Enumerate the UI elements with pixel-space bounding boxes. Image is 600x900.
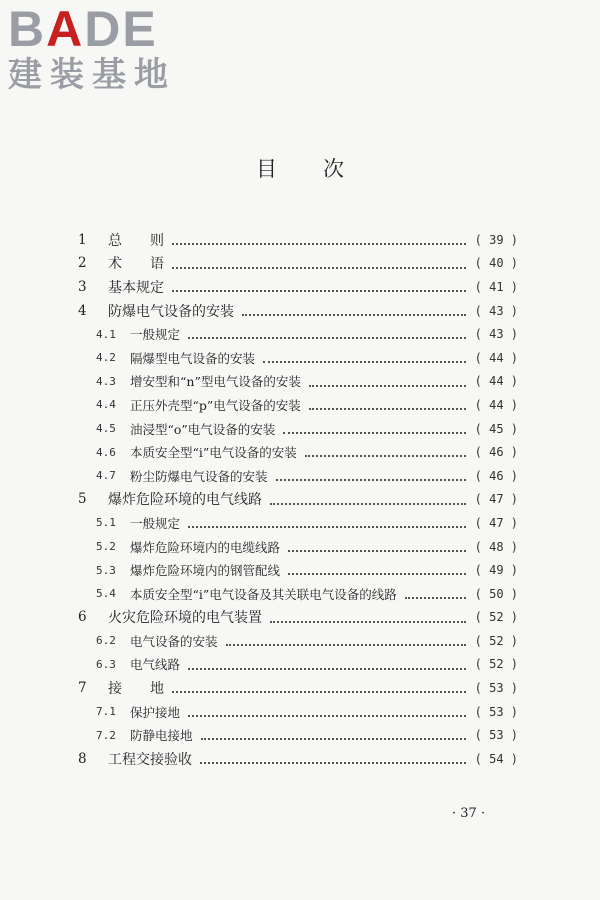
toc-section-row [78,440,518,464]
toc-entry-page: ( 50 ) [474,586,518,601]
dot-leader [242,312,466,316]
toc-entry-title: 隔爆型电气设备的安装 [130,350,256,366]
toc-chapter-row [78,488,518,512]
toc-entry-page: ( 47 ) [474,492,518,507]
dot-leader [305,453,466,457]
toc-entry-title: 接 地 [108,681,164,698]
toc-entry-number: 1 [78,231,87,248]
dot-leader [288,571,466,575]
toc-section-row [78,700,518,724]
toc-chapter-row [78,606,518,630]
toc-chapter-row [78,299,518,323]
toc-entry-page: ( 43 ) [474,303,518,318]
toc-entry-number: 4.4 [96,398,116,412]
toc-section-row [78,346,518,370]
toc-entry-title: 一般规定 [130,327,181,343]
table-of-contents [78,228,518,771]
dot-leader [200,760,466,764]
toc-entry-page: ( 46 ) [474,445,518,460]
dot-leader [172,689,466,693]
toc-section-row [78,417,518,441]
dot-leader [172,241,466,245]
toc-entry-title: 防爆电气设备的安装 [108,303,234,320]
toc-entry-title: 火灾危险环境的电气装置 [108,610,262,627]
toc-entry-title: 总 则 [108,232,164,249]
toc-entry-title: 正压外壳型“p”电气设备的安装 [130,397,301,413]
toc-entry-title: 爆炸危险环境内的电缆线路 [130,539,281,555]
toc-section-row [78,629,518,653]
toc-section-row [78,582,518,606]
toc-entry-number: 3 [78,278,87,295]
dot-leader [288,548,466,552]
toc-section-row [78,464,518,488]
toc-entry-number: 7.1 [96,705,116,719]
dot-leader [188,524,466,528]
toc-entry-page: ( 52 ) [474,657,518,672]
toc-section-row [78,393,518,417]
toc-entry-number: 5.4 [96,587,116,601]
toc-entry-number: 4.5 [96,422,116,436]
logo-wordmark: BADE [8,1,158,57]
toc-entry-number: 5.3 [96,563,116,577]
dot-leader [309,406,466,410]
toc-chapter-row [78,676,518,700]
toc-entry-title: 一般规定 [130,515,181,531]
toc-chapter-row [78,252,518,276]
toc-entry-number: 6.3 [96,657,116,671]
toc-entry-page: ( 44 ) [474,350,518,365]
toc-entry-page: ( 40 ) [474,256,518,271]
toc-entry-title: 基本规定 [108,279,164,296]
toc-entry-title: 保护接地 [130,704,181,720]
dot-leader [188,666,466,670]
dot-leader [188,713,466,717]
toc-section-row [78,723,518,747]
dot-leader [270,619,466,623]
toc-entry-page: ( 45 ) [474,421,518,436]
toc-entry-page: ( 41 ) [474,279,518,294]
dot-leader [309,383,466,387]
dot-leader [172,265,466,269]
toc-entry-number: 8 [78,750,87,767]
toc-entry-page: ( 49 ) [474,563,518,578]
toc-entry-page: ( 53 ) [474,728,518,743]
dot-leader [263,359,466,363]
toc-entry-page: ( 44 ) [474,397,518,412]
logo-subtitle: 建装基地 [8,55,176,95]
toc-entry-title: 本质安全型“i”电气设备的安装 [130,445,297,461]
toc-entry-title: 术 语 [108,256,164,273]
dot-leader [226,642,466,646]
dot-leader [405,595,466,599]
dot-leader [283,430,466,434]
toc-section-row [78,558,518,582]
toc-entry-page: ( 52 ) [474,633,518,648]
toc-entry-number: 6.2 [96,634,116,648]
toc-entry-title: 电气设备的安装 [130,633,218,649]
toc-entry-number: 5.1 [96,516,116,530]
toc-entry-page: ( 46 ) [474,468,518,483]
toc-entry-number: 6 [78,609,87,626]
toc-section-row [78,370,518,394]
toc-chapter-row [78,275,518,299]
toc-chapter-row [78,747,518,771]
dot-leader [188,335,466,339]
dot-leader [270,501,466,505]
toc-entry-page: ( 53 ) [474,681,518,696]
toc-entry-page: ( 43 ) [474,327,518,342]
toc-entry-number: 5.2 [96,540,116,554]
toc-entry-number: 4.7 [96,469,116,483]
toc-entry-number: 4.1 [96,327,116,341]
toc-entry-number: 4.3 [96,374,116,388]
toc-entry-page: ( 39 ) [474,232,518,247]
toc-title: 目次 [256,157,390,181]
toc-entry-page: ( 53 ) [474,704,518,719]
toc-entry-number: 4.2 [96,351,116,365]
toc-entry-number: 7 [78,680,87,697]
dot-leader [172,288,466,292]
toc-section-row [78,535,518,559]
page-number: · 37 · [452,806,486,821]
toc-entry-page: ( 48 ) [474,539,518,554]
toc-entry-number: 5 [78,491,87,508]
toc-entry-title: 油浸型“o”电气设备的安装 [130,421,276,437]
toc-entry-title: 电气线路 [130,657,181,673]
toc-entry-number: 4 [78,302,87,319]
toc-entry-title: 防静电接地 [130,728,193,744]
toc-entry-title: 爆炸危险环境内的钢管配线 [130,563,281,579]
bade-logo [8,1,176,95]
toc-entry-title: 爆炸危险环境的电气线路 [108,492,262,509]
toc-section-row [78,511,518,535]
toc-section-row [78,653,518,677]
dot-leader [201,736,466,740]
toc-section-row [78,322,518,346]
toc-entry-title: 本质安全型“i”电气设备及其关联电气设备的线路 [130,586,397,602]
toc-entry-page: ( 44 ) [474,374,518,389]
toc-entry-page: ( 47 ) [474,515,518,530]
toc-entry-page: ( 54 ) [474,751,518,766]
toc-entry-title: 粉尘防爆电气设备的安装 [130,468,268,484]
toc-entry-number: 7.2 [96,728,116,742]
toc-entry-title: 工程交接验收 [108,751,192,768]
toc-entry-number: 2 [78,255,87,272]
toc-entry-number: 4.6 [96,445,116,459]
toc-chapter-row [78,228,518,252]
dot-leader [276,477,466,481]
toc-entry-page: ( 52 ) [474,610,518,625]
toc-entry-title: 增安型和“n”型电气设备的安装 [130,374,301,390]
